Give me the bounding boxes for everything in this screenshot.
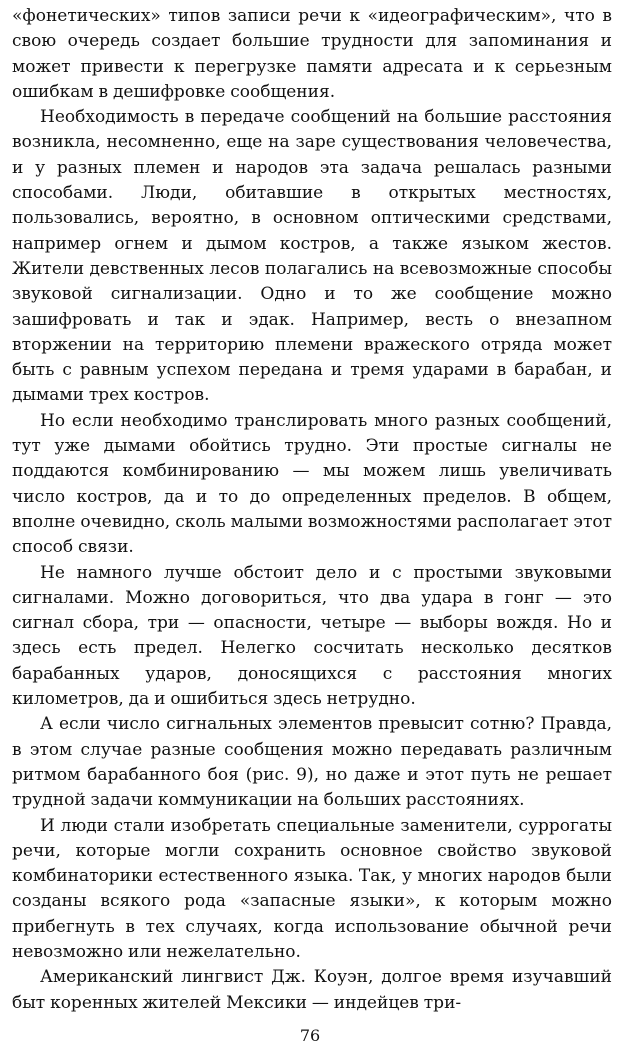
- paragraph: Необходимость в передаче сообщений на большие расстояния возникла, несомненно, еще на заре существования человечества, и у разных племен и народов эта задача решалась разными способами. Люди, обитавшие в открытых местностях, пользовались, вероятно, в основном оптическими средствами, например огнем и дымом костров, а также языком жестов. Жители девственных лесов полагались на всевозможные способы звуковой сигнализации. Одно и то же сообщение можно зашифровать и так и эдак. Например, весть о внезапном вторжении на территорию племени вражеского отряда может быть с равным успехом передана и тремя ударами в барабан, и дымами трех костров.: [12, 107, 612, 406]
- page-number: 76: [299, 1026, 321, 1045]
- paragraph: Но если необходимо транслировать много разных сообщений, тут уже дымами обойтись трудно. Эти простые сигналы не поддаются комбинированию — мы можем лишь увеличивать число костров, да и то до определенных пределов. В общем, вполне очевидно, сколь малыми возможностями располагает этот способ связи.: [12, 410, 612, 558]
- paragraph: Американский лингвист Дж. Коуэн, долгое время изучавший быт коренных жителей Мексики — индейцев три-: [12, 967, 612, 1013]
- paragraph-continuation: «фонетических» типов записи речи к «идеографическим», что в свою очередь создает большие трудности для запоминания и может привести к перегрузке памяти адресата и к серьезным ошибкам в дешифровке сообщения.: [12, 6, 612, 102]
- body-text: [12, 4, 612, 1016]
- paragraph: Не намного лучше обстоит дело и с простыми звуковыми сигналами. Можно договориться, что два удара в гонг — это сигнал сбора, три — опасности, четыре — выборы вождя. Но и здесь есть предел. Нелегко сосчитать несколько десятков барабанных ударов, доносящихся с расстояния многих километров, да и ошибиться здесь нетрудно.: [12, 562, 612, 710]
- paragraph: И люди стали изобретать специальные заменители, суррогаты речи, которые могли сохранить основное свойство звуковой комбинаторики естественного языка. Так, у многих народов были созданы всякого рода «запасные языки», к которым можно прибегнуть в тех случаях, когда использование обычной речи невозможно или нежелательно.: [12, 815, 612, 962]
- paragraph: А если число сигнальных элементов превысит сотню? Правда, в этом случае разные сообщения можно передавать различным ритмом барабанного боя (рис. 9), но даже и этот путь не решает трудной задачи коммуникации на больших расстояниях.: [12, 714, 612, 811]
